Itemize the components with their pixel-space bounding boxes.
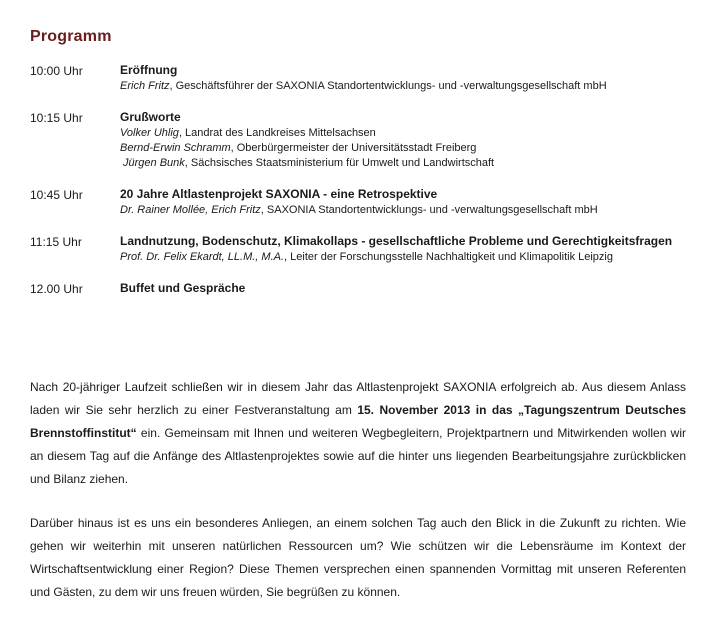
speaker-name: Erich Fritz xyxy=(120,80,170,92)
speaker-role: , Leiter der Forschungsstelle Nachhaltigkeit und Klimapolitik Leipzig xyxy=(284,251,613,263)
speaker-role: , Geschäftsführer der SAXONIA Standortentwicklungs- und -verwaltungsgesellschaft mbH xyxy=(169,80,607,92)
agenda-body xyxy=(120,233,700,265)
agenda-speaker xyxy=(120,79,700,94)
agenda-body xyxy=(120,186,700,218)
agenda-heading: Grußworte xyxy=(120,110,181,124)
agenda-heading: Buffet und Gespräche xyxy=(120,281,246,295)
speaker-role: , Oberbürgermeister der Universitätsstadt Freiberg xyxy=(230,142,477,154)
agenda-speaker xyxy=(120,141,700,156)
invitation-paragraph-1 xyxy=(30,376,686,491)
agenda-time: 10:15 Uhr xyxy=(30,111,83,125)
speaker-name: Jürgen Bunk xyxy=(123,157,185,169)
agenda-item xyxy=(30,109,700,171)
agenda-speaker xyxy=(120,156,700,171)
speaker-role: , Sächsisches Staatsministerium für Umwelt und Landwirtschaft xyxy=(184,157,495,169)
agenda-time: 12.00 Uhr xyxy=(30,282,83,296)
speaker-name: Bernd-Erwin Schramm xyxy=(120,142,231,154)
agenda-item xyxy=(30,280,700,297)
agenda-time: 10:45 Uhr xyxy=(30,188,83,202)
speaker-role: , Landrat des Landkreises Mittelsachsen xyxy=(178,127,376,139)
agenda-body xyxy=(120,62,700,94)
agenda-heading: 20 Jahre Altlastenprojekt SAXONIA - eine Retrospektive xyxy=(120,187,438,201)
agenda-item xyxy=(30,233,700,265)
invitation-text xyxy=(30,376,686,625)
agenda-time: 10:00 Uhr xyxy=(30,64,83,78)
agenda-item xyxy=(30,186,700,218)
event-date-venue: 15. November 2013 in das „Tagungszentrum Deutsches Brennstoffinstitut“ xyxy=(30,403,686,440)
agenda-item xyxy=(30,62,700,94)
agenda-body xyxy=(120,280,700,297)
agenda-heading: Eröffnung xyxy=(120,63,178,77)
speaker-role: , SAXONIA Standortentwicklungs- und -verwaltungsgesellschaft mbH xyxy=(260,204,598,216)
speaker-name: Prof. Dr. Felix Ekardt, LL.M., M.A. xyxy=(120,251,285,263)
paragraph-text: Nach 20-jähriger Laufzeit schließen wir in diesem Jahr das Altlastenprojekt SAXONIA erfolgreich ab. Aus diesem Anlass laden wir Sie sehr herzlich zu einer Festveranstaltung am xyxy=(30,380,686,417)
agenda-heading: Landnutzung, Bodenschutz, Klimakollaps - gesellschaftliche Probleme und Gerechtigkeitsfragen xyxy=(120,234,673,248)
paragraph-text: ein. Gemeinsam mit Ihnen und weiteren Wegbegleitern, Projektpartnern und Mitwirkenden wollen wir an diesem Tag auf die Anfänge des Altlastenprojektes sowie auf die hinter uns liegenden Bearbeitungsjahre zurückblicken und Bilanz ziehen. xyxy=(30,426,686,486)
speaker-name: Dr. Rainer Mollée, Erich Fritz xyxy=(120,204,261,216)
invitation-paragraph-2: Darüber hinaus ist es uns ein besonderes Anliegen, an einem solchen Tag auch den Blick in die Zukunft zu richten. Wie gehen wir weiterhin mit unseren natürlichen Ressourcen um? Wie schützen wir die Lebensräume im Kontext der Wirtschaftsentwicklung einer Region? Diese Themen versprechen einen spannenden Vormittag mit unseren Referenten und Gästen, zu dem wir uns freuen würden, Sie begrüßen zu können. xyxy=(30,516,686,599)
agenda-speaker xyxy=(120,250,700,265)
agenda-list xyxy=(30,62,700,312)
page-title: Programm xyxy=(30,28,112,45)
agenda-speaker xyxy=(120,203,700,218)
agenda-body xyxy=(120,109,700,171)
agenda-speaker xyxy=(120,126,700,141)
agenda-time: 11:15 Uhr xyxy=(30,235,82,249)
speaker-name: Volker Uhlig xyxy=(120,127,179,139)
